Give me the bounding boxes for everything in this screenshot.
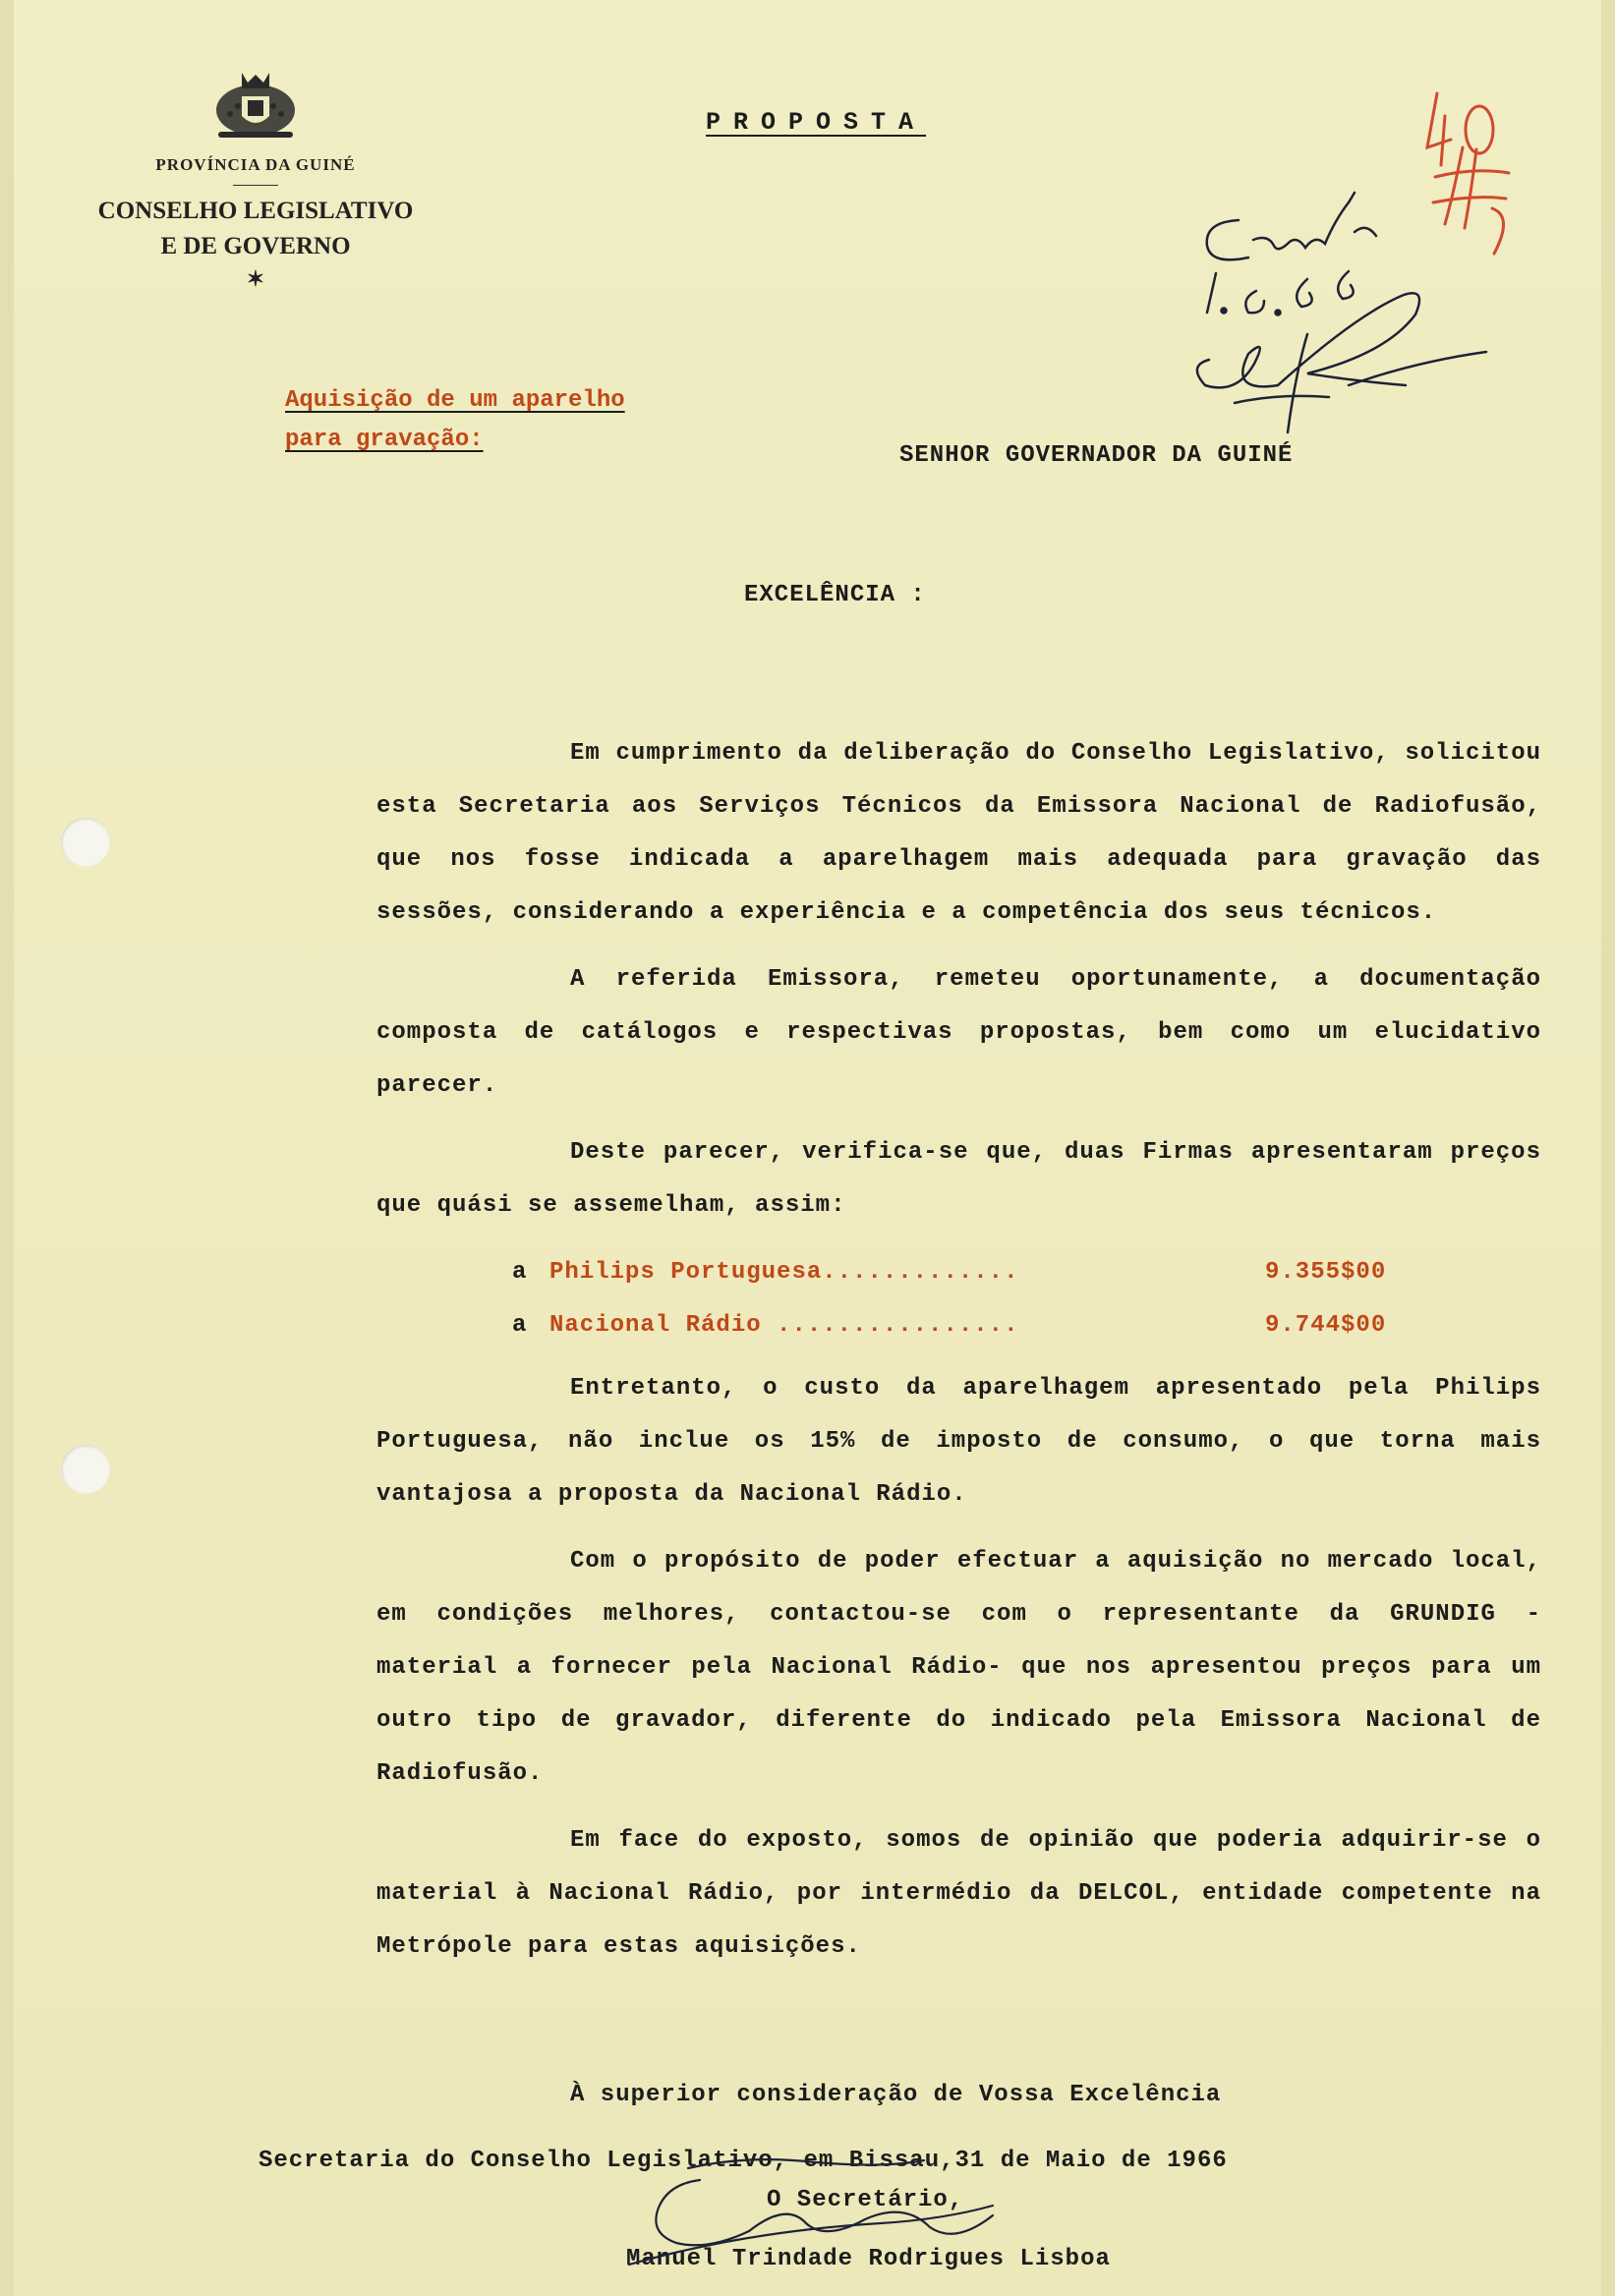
signer-role: O Secretário, xyxy=(767,2187,964,2213)
letterhead-rule xyxy=(233,185,278,186)
letterhead xyxy=(69,69,442,292)
paragraph-conclusion: Em face do exposto, somos de opinião que poderia adquirir-se o material à Nacional Rádio, por intermédio da DELCOL, entidade competente na Metrópole para estas aquisições. xyxy=(376,1827,1541,1960)
offer-prefix: a xyxy=(512,1312,528,1339)
page-number-mark xyxy=(1427,93,1509,254)
paragraph-opinion: Deste parecer, verifica-se que, duas Firmas apresentaram preços que quási se assemelham, assim: xyxy=(376,1139,1541,1219)
closing-line: À superior consideração de Vossa Excelência xyxy=(570,2082,1222,2108)
place-date-line: Secretaria do Conselho Legislativo, em Bissau,31 de Maio de 1966 xyxy=(259,2148,1228,2174)
offer-price: 9.355$00 xyxy=(1265,1259,1387,1286)
offer-row xyxy=(512,1246,1541,1299)
subject-line2: para gravação: xyxy=(285,427,484,453)
letter-body xyxy=(376,727,1541,1987)
paper-right-edge xyxy=(1601,0,1615,2296)
council-name-line2: E DE GOVERNO xyxy=(160,233,351,259)
paragraph-grundig: Com o propósito de poder efectuar a aquisição no mercado local, em condições melhores, contactou-se com o representante da GRUNDIG - material a fornecer pela Nacional Rádio- que nos apresentou preços para um outro tipo de gravador, diferente do indicado pela Emissora Nacional de Radiofusão. xyxy=(376,1548,1541,1787)
star-icon: ✶ xyxy=(246,266,265,291)
paragraph-request: Em cumprimento da deliberação do Conselho Legislativo, solicitou esta Secretaria aos Serviços Técnicos da Emissora Nacional de Radiofusão, que nos fosse indicada a aparelhagem mais adequada para gravação das sessões, considerando a experiência e a competência dos seus técnicos. xyxy=(376,740,1541,926)
punch-hole-bottom xyxy=(61,1445,110,1494)
paper-left-edge xyxy=(0,0,14,2296)
approval-note xyxy=(1197,193,1486,432)
signer-name: Manuel Trindade Rodrigues Lisboa xyxy=(626,2246,1111,2272)
subject-line1: Aquisição de um aparelho xyxy=(285,387,625,414)
paragraph-documentation: A referida Emissora, remeteu oportunamente, a documentação composta de catálogos e respectivas propostas, bem como um elucidativo parecer. xyxy=(376,966,1541,1099)
document-title: PROPOSTA xyxy=(706,108,927,137)
price-offers xyxy=(376,1246,1541,1352)
coat-of-arms-icon xyxy=(208,69,303,144)
offer-prefix: a xyxy=(512,1259,528,1286)
offer-firm: Nacional Rádio ................ xyxy=(549,1312,1019,1339)
salutation: EXCELÊNCIA : xyxy=(744,582,926,608)
offer-price: 9.744$00 xyxy=(1265,1312,1387,1339)
council-name-line1: CONSELHO LEGISLATIVO xyxy=(97,198,414,224)
subject-line xyxy=(285,381,625,460)
offer-firm: Philips Portuguesa............. xyxy=(549,1259,1019,1286)
addressee: SENHOR GOVERNADOR DA GUINÉ xyxy=(899,442,1294,469)
offer-row xyxy=(512,1299,1541,1352)
province-name: PROVÍNCIA DA GUINÉ xyxy=(155,155,356,174)
paragraph-tax: Entretanto, o custo da aparelhagem apresentado pela Philips Portuguesa, não inclue os 15% de imposto de consumo, o que torna mais vantajosa a proposta da Nacional Rádio. xyxy=(376,1375,1541,1508)
punch-hole-top xyxy=(61,818,110,867)
